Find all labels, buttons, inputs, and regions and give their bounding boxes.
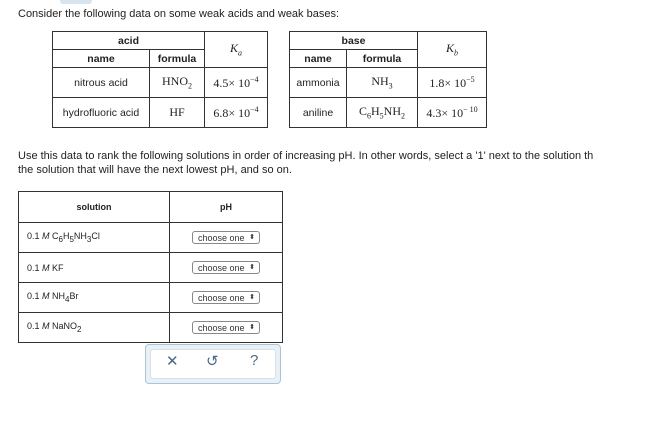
acid-name-cell: nitrous acid (53, 68, 150, 98)
solution-cell: 0.1 M $NH_4Br$ (19, 283, 170, 313)
base-table (289, 31, 487, 128)
ph-select[interactable]: choose one ⬍ (192, 291, 260, 304)
acid-formula-cell: HF (150, 98, 205, 128)
ph-cell (170, 283, 283, 313)
base-kb-cell: $1.8\times 10^{-5}$ (418, 68, 487, 98)
instruction-line: Use this data to rank the following solutions in order of increasing pH. In other words, select a '1' next to the solution th (18, 150, 594, 162)
acid-formula-cell: $HNO_2$ (150, 68, 205, 98)
clear-icon[interactable]: ✕ (166, 353, 179, 370)
acid-table (52, 31, 268, 128)
base-kb-cell: $4.3\times 10^{- 10}$ (418, 98, 487, 128)
intro-text: Consider the following data on some weak acids and weak bases: (18, 8, 340, 20)
kb-header: $K_b$ (418, 32, 487, 68)
acid-group-header: acid (53, 32, 205, 50)
ph-header: pH (170, 192, 283, 223)
solution-cell: 0.1 M KF (19, 253, 170, 283)
acid-formula-header: formula (150, 50, 205, 68)
solution-cell: 0.1 M NaNO$_2$ (19, 313, 170, 343)
acid-ka-cell: $4.5\times 10^{-4}$ (205, 68, 268, 98)
action-bar (145, 344, 281, 384)
instruction-line: the solution that will have the next lowest pH, and so on. (18, 164, 292, 176)
acid-ka-cell: $6.8\times 10^{-4}$ (205, 98, 268, 128)
acid-name-cell: hydrofluoric acid (53, 98, 150, 128)
base-formula-cell: $C_6H_5NH_2$ (347, 98, 418, 128)
solution-table (18, 191, 283, 343)
solution-cell: 0.1 M $C_6H_5NH_3Cl$ (19, 223, 170, 253)
updown-icon: ⬍ (249, 264, 255, 271)
base-formula-cell: $NH_3$ (347, 68, 418, 98)
top-tab-indicator (60, 0, 92, 4)
base-formula-header: formula (347, 50, 418, 68)
base-name-cell: aniline (290, 98, 347, 128)
ph-cell (170, 253, 283, 283)
instructions (18, 149, 653, 177)
ph-select[interactable]: choose one ⬍ (192, 261, 260, 274)
updown-icon: ⬍ (249, 234, 255, 241)
ka-header: $K_a$ (205, 32, 268, 68)
help-icon[interactable]: ? (250, 352, 259, 369)
ph-cell (170, 223, 283, 253)
ph-cell (170, 313, 283, 343)
base-name-header: name (290, 50, 347, 68)
undo-icon[interactable]: ↺ (206, 353, 219, 370)
ph-select[interactable]: choose one ⬍ (192, 321, 260, 334)
updown-icon: ⬍ (249, 294, 255, 301)
acid-name-header: name (53, 50, 150, 68)
updown-icon: ⬍ (249, 324, 255, 331)
base-name-cell: ammonia (290, 68, 347, 98)
solution-header: solution (19, 192, 170, 223)
ph-select[interactable]: choose one ⬍ (192, 231, 260, 244)
base-group-header: base (290, 32, 418, 50)
